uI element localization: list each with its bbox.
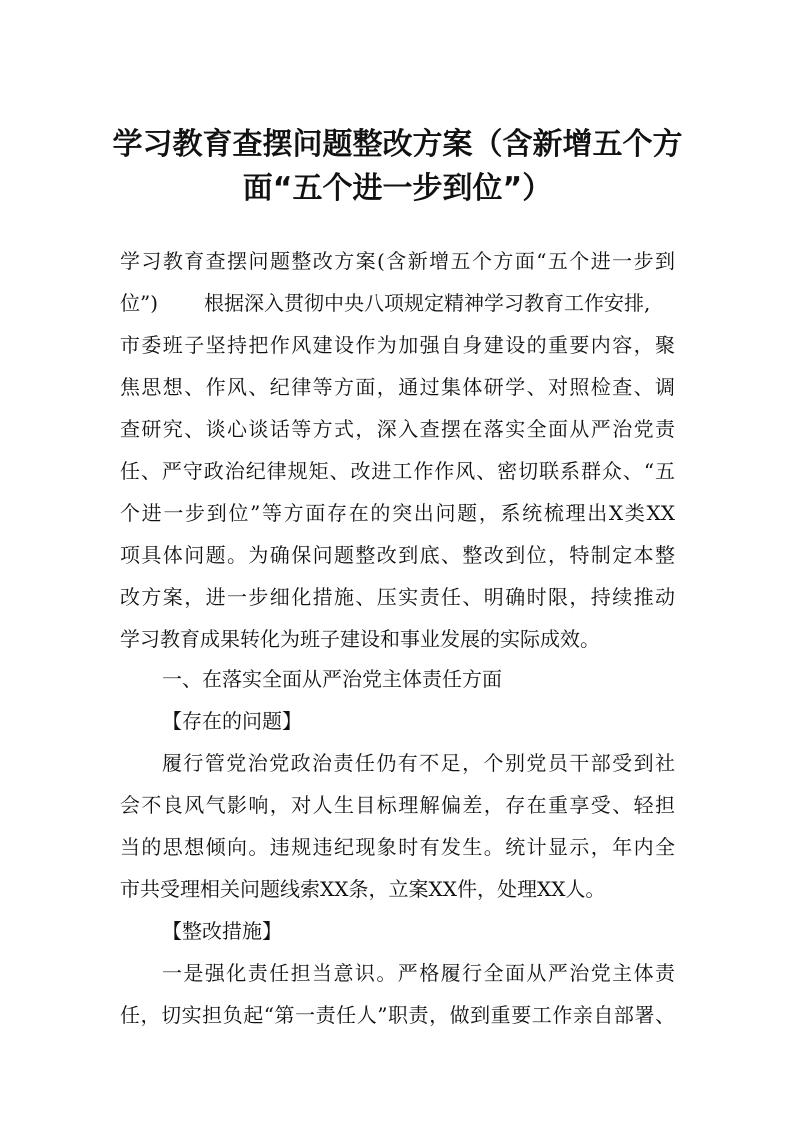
intro-line: 任、严守政治纪律规矩、改进工作作风、密切联系群众、“五 <box>120 459 675 483</box>
document-title-line-1: 学习教育查摆问题整改方案（含新增五个方 <box>112 127 683 162</box>
problems-line: 当的思想倾向。违规违纪现象时有发生。统计显示，年内全 <box>120 835 675 859</box>
measures-label: 【整改措施】 <box>162 919 282 943</box>
intro-line: 市委班子坚持把作风建设作为加强自身建设的重要内容，聚 <box>120 333 675 357</box>
intro-line-part: 位”) <box>120 291 159 315</box>
intro-line <box>120 288 675 318</box>
document-title-line-2: 面“五个进一步到位”） <box>242 171 553 206</box>
measures-line: 任，切实担负起“第一责任人”职责，做到重要工作亲自部署、 <box>120 1003 675 1027</box>
intro-line-part: 根据深入贯彻中央八项规定精神学习教育工作安排, <box>204 291 651 315</box>
section-heading: 一、在落实全面从严治党主体责任方面 <box>162 667 502 691</box>
problems-line: 市共受理相关问题线索XX条，立案XX件，处理XX人。 <box>120 877 606 901</box>
problems-line: 会不良风气影响，对人生目标理解偏差，存在重享受、轻担 <box>120 793 675 817</box>
intro-line: 改方案，进一步细化措施、压实责任、明确时限，持续推动 <box>120 585 675 609</box>
intro-line: 项具体问题。为确保问题整改到底、整改到位，特制定本整 <box>120 543 675 567</box>
intro-line: 学习教育成果转化为班子建设和事业发展的实际成效。 <box>120 627 600 651</box>
intro-line: 学习教育查摆问题整改方案(含新增五个方面“五个进一步到 <box>120 249 675 273</box>
problems-label: 【存在的问题】 <box>162 709 302 733</box>
intro-line: 查研究、谈心谈话等方式，深入查摆在落实全面从严治党责 <box>120 417 675 441</box>
intro-line: 个进一步到位”等方面存在的突出问题，系统梳理出X类XX <box>120 501 675 525</box>
problems-line: 履行管党治党政治责任仍有不足，个别党员干部受到社 <box>162 751 675 775</box>
measures-line: 一是强化责任担当意识。严格履行全面从严治党主体责 <box>162 961 675 985</box>
intro-line: 焦思想、作风、纪律等方面，通过集体研学、对照检查、调 <box>120 375 675 399</box>
